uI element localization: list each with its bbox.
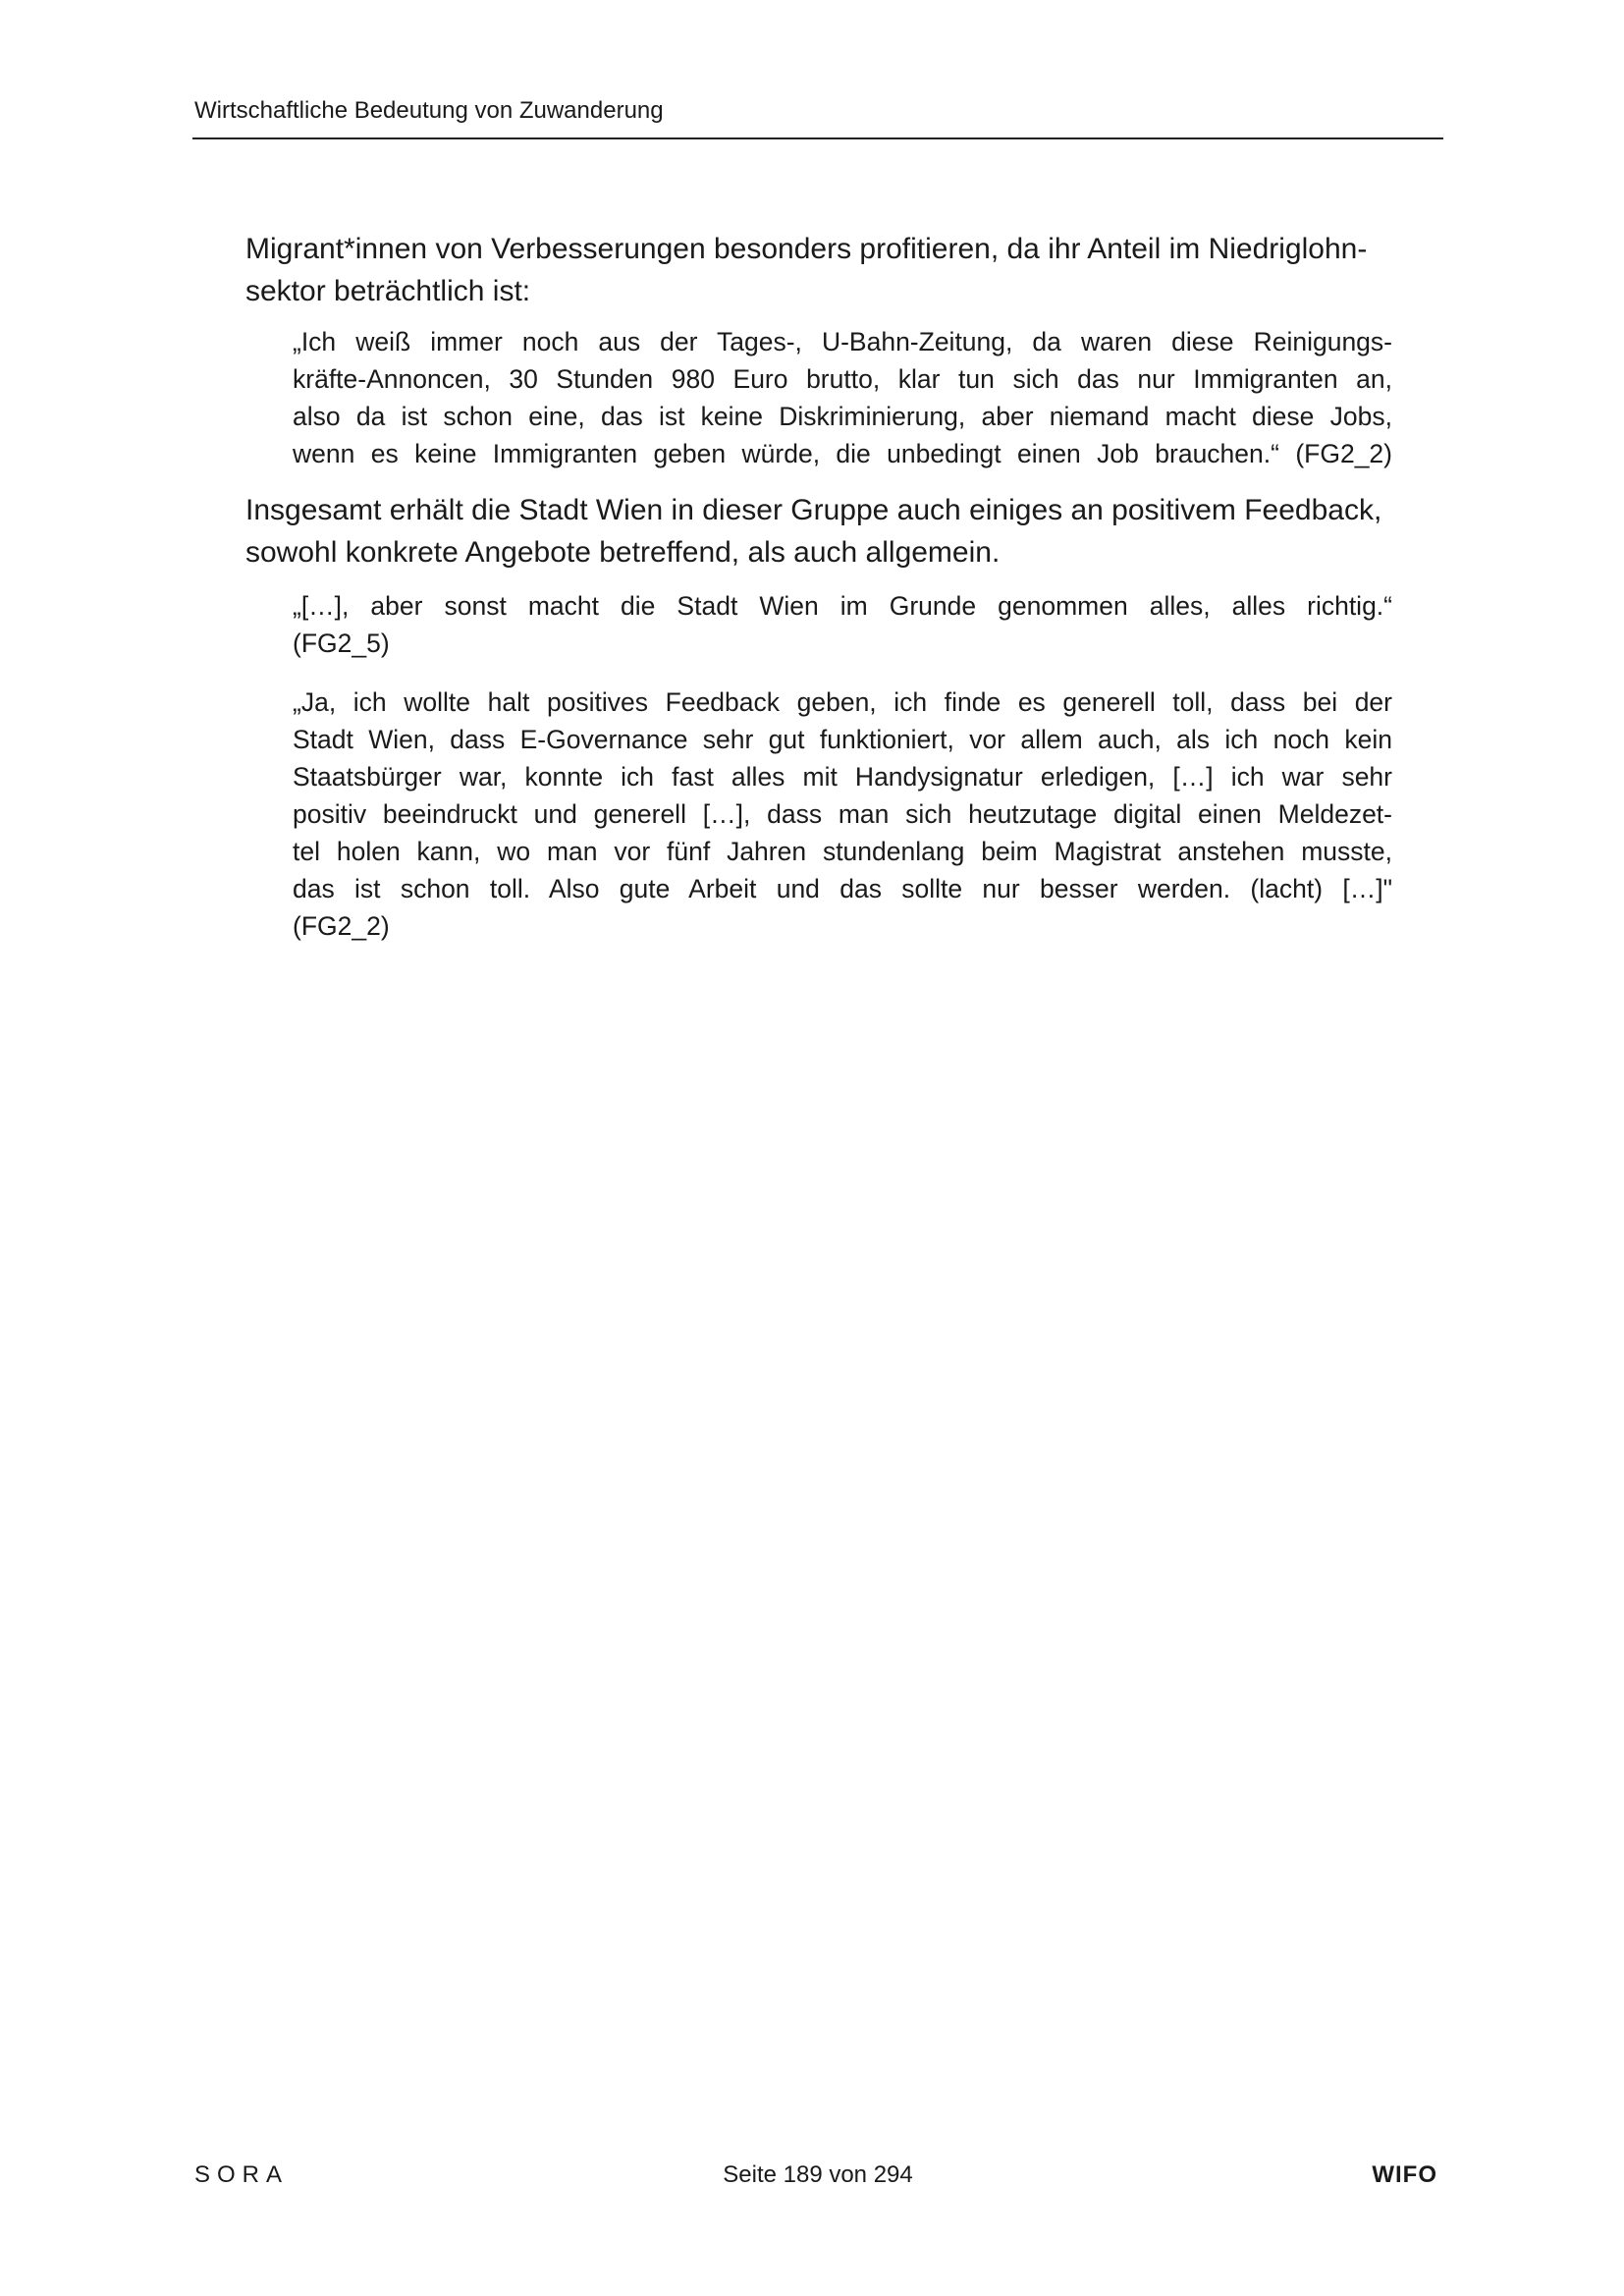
text-line: sektor beträchtlich ist:: [245, 275, 531, 307]
quote-line: Stadt Wien, dass E-Governance sehr gut funktioniert, vor allem auch, als ich noch kein: [293, 725, 1392, 754]
page-footer: [192, 2160, 1443, 2196]
quote-line: „Ja, ich wollte halt positives Feedback geben, ich finde es generell toll, dass bei der: [293, 687, 1392, 717]
quote-line: (FG2_5): [293, 629, 390, 658]
quote-line: kräfte-Annoncen, 30 Stunden 980 Euro brutto, klar tun sich das nur Immigranten an,: [293, 364, 1392, 394]
text-line: Migrant*innen von Verbesserungen besonders profitieren, da ihr Anteil im Niedriglohn-: [245, 233, 1368, 265]
quote-1: [293, 323, 1392, 472]
quote-line: also da ist schon eine, das ist keine Diskriminierung, aber niemand macht diese Jobs,: [293, 402, 1392, 431]
quote-line: tel holen kann, wo man vor fünf Jahren stundenlang beim Magistrat anstehen musste,: [293, 837, 1392, 866]
page-number: Seite 189 von 294: [723, 2161, 913, 2188]
quote-line: „[…], aber sonst macht die Stadt Wien im Grunde genommen alles, alles richtig.“: [293, 591, 1392, 621]
quote-line: positiv beeindruckt und generell […], dass man sich heutzutage digital einen Meldezet-: [293, 799, 1392, 829]
page-header: [192, 96, 1443, 139]
quote-3: [293, 683, 1392, 945]
header-title: Wirtschaftliche Bedeutung von Zuwanderung: [194, 97, 664, 124]
quote-line: (FG2_2): [293, 911, 390, 941]
quote-line: „Ich weiß immer noch aus der Tages-, U-Bahn-Zeitung, da waren diese Reinigungs-: [293, 327, 1392, 356]
quote-line: wenn es keine Immigranten geben würde, die unbedingt einen Job brauchen.“ (FG2_2): [293, 439, 1392, 468]
body-paragraph-1: [245, 228, 1424, 312]
footer-sora-logo: SORA: [194, 2161, 290, 2188]
quote-line: Staatsbürger war, konnte ich fast alles mit Handysignatur erledigen, […] ich war sehr: [293, 762, 1392, 792]
text-line: sowohl konkrete Angebote betreffend, als auch allgemein.: [245, 536, 1001, 569]
body-paragraph-2: [245, 489, 1424, 574]
text-line: Insgesamt erhält die Stadt Wien in dieser Gruppe auch einiges an positivem Feedback,: [245, 494, 1382, 526]
quote-line: das ist schon toll. Also gute Arbeit und das sollte nur besser werden. (lacht) […]": [293, 874, 1392, 903]
quote-2: [293, 587, 1392, 662]
footer-wifo-logo: WIFO: [1372, 2161, 1437, 2188]
page-content: [245, 228, 1424, 945]
